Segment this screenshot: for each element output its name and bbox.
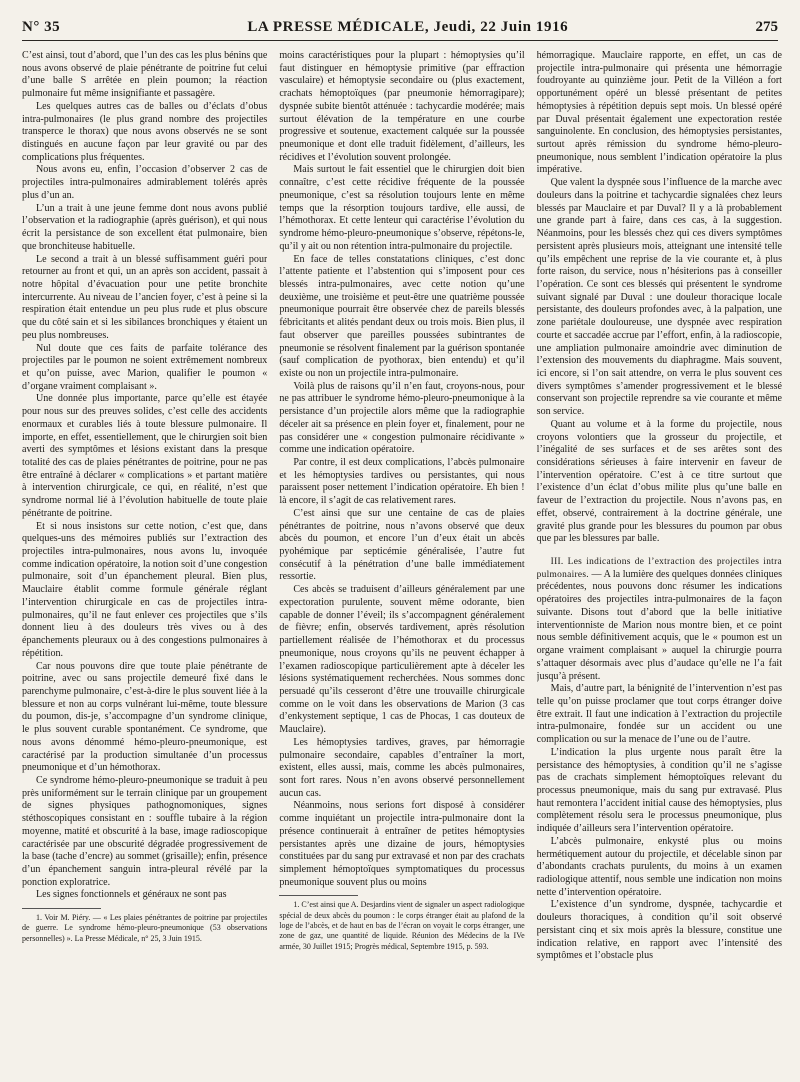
footnote: 1. Voir M. Piéry. — « Les plaies pénétrantes de poitrine par projectiles de guerre. Le syndrome hémo-pleuro-pneumonique (53 observations personnelles) ». La Presse Médicale, n° 25, 3 Juin 1915.	[22, 913, 268, 943]
section-spacer	[537, 546, 782, 556]
paragraph: Une donnée plus importante, parce qu’elle est étayée pour nous sur des preuves solides, c’est celle des accidents enormaux et curables liés à toute blessure pulmonaire. Il importe, en effet, essentiellement, que le chirurgien soit bien averti des symptômes et lésions existant dans la presque totalité des cas de plaies pénétrantes de poitrine, pour ne pas être entraîné à déclarer « complications » et partant matière à intervention chirurgicale, ce qui, en réalité, n’est que syndrome normal lié à l’évolution habituelle de toute plaie pénétrante de poitrine.	[22, 393, 268, 519]
paragraph: Ce syndrome hémo-pleuro-pneumonique se traduit à peu près uniformément sur le terrain clinique par un groupement de signes physiques pathognomoniques, signes stéthoscopiques consistant en : souffle tubaire à la région moyenne, matité et obscurité à la base, image radioscopique caractérisée par une obscurité dégradée progressivement de la base (tache d’encre) au sommet (grisaille); enfin, présence d’un épanchement sanguin intra-pleural révélé par la ponction exploratrice.	[22, 774, 268, 888]
paragraph: Et si nous insistons sur cette notion, c’est que, dans quelques-uns des mémoires publiés sur l’extraction des projectiles intra-pulmonaires, nous avons lu, invoquée comme indication opératoire, la notion soit d’une congestion pulmonaire, soit d’un épanchement pleural. Bien plus, Mauclaire établit comme formule générale réglant l’intervention chirurgicale en cas de projectiles intra-pulmonaires, qu’il ne faut enlever ces projectiles que s’ils donnent lieu à des douleurs très vives ou à des épanchements pleuraux ou à des congestions pulmonaires à répétition.	[22, 520, 268, 659]
paragraph: Ces abcès se traduisent d’ailleurs généralement par une expectoration purulente, souvent même odorante, bien capable de donner l’éveil; ils s’accompagnent généralement de fièvre; enfin, observés tardivement, après résolution partiellement réalisée de l’hémothorax et du processus pneumonique, nous croyons qu’ils ne peuvent échapper à l’examen radioscopique particulièrement apte à déceler les lésions systématiquement recherchées. Nous sommes donc persuadé qu’ils cesseront d’être une trouvaille chirurgicale comme on le voit dans les observations de Marion (3 cas d’enkystement septique, 1 cas de Phocas, 1 cas douteux de Mauclaire).	[279, 584, 525, 736]
paragraph: Néanmoins, nous serions fort disposé à considérer comme inquiétant un projectile intra-pulmonaire dont la présence continuerait à entraîner de petites hémoptysies persistantes après une dizaine de jours, hémoptysies constituées par du sang pur extravasé et non par des crachats simplement hémoptoïques symptomatiques du processus pneumonique souvent plus ou moins	[279, 800, 525, 888]
paragraph: Que valent la dyspnée sous l’influence de la marche avec douleurs dans la poitrine et tachycardie signalées chez leurs blessés par Mauclaire et par Duval? Il y a là probablement une grande part à faire, dans ces cas, à la suggestion. Néanmoins, pour les blessés chez qui ces divers symptômes persistent après plusieurs mois, atteignant une intensité telle qu’ils empêchent une reprise de la vie courante et, à plus forte raison, du service, nous n’hésiterions pas à conseiller l’opération. Ce sont ces blessés qui présentent le syndrome suivant signalé par Duval : une douleur thoracique locale persistante, des douleurs profondes avec, à la palpation, une zone pariétale douloureuse, une dyspnée avec respiration courte et saccadée accrue par l’effort, enfin, à la radioscopie, une ampliation pulmonaire amoindrie avec diminution de l’extension des mouvements du diaphragme. Mais souvent, ici encore, si l’on sait attendre, on verra le plus souvent ces divers symptômes s’amender progressivement et le blessé conservant son projectile reprendre sa vie courante et même son service.	[536, 177, 782, 418]
footnote: 1. C’est ainsi que A. Desjardins vient de signaler un aspect radiologique spécial de deux abcès du poumon : le corps étranger était au plafond de la loge de l’abcès, et de haut en bas de l’écran on voyait le corps étranger, une zone de gaz, une quantité de liquide. Réunion des Médecins de la IVe armée, 30 Juillet 1915; Progrès médical, Septembre 1915, p. 593.	[279, 900, 525, 951]
paragraph: Quant au volume et à la forme du projectile, nous croyons volontiers que la grosseur du projectile, et l’inégalité de ses surfaces et de ses arêtes sont des considérations sérieuses à faire intervenir en faveur de l’intervention opératoire. C’est à ce titre surtout que l’existence d’un éclat d’obus milite plus qu’une balle en faveur de l’extraction du projectile. Nous n’avons pas, en effet, observé, contrairement à la doctrine générale, une gravité plus grande pour les blessures du poumon par obus que par les blessures par balle.	[536, 418, 782, 545]
issue-number: N° 35	[22, 18, 61, 35]
footnote-divider	[279, 895, 358, 896]
section-paragraph	[537, 556, 782, 683]
page-header	[22, 14, 778, 41]
paragraph: Les signes fonctionnels et généraux ne sont pas	[36, 889, 227, 901]
paragraph: Voilà plus de raisons qu’il n’en faut, croyons-nous, pour ne pas attribuer le syndrome hémo-pleuro-pneumonique à la persistance d’un projectile alors même que la radiographie déceler ait sa présence en plein foyer et, finalement, pour ne pas considérer une « congestion pulmonaire récidivante » comme une indication opératoire.	[279, 380, 525, 456]
article-columns	[22, 50, 782, 1076]
paragraph: Mais, d’autre part, la bénignité de l’intervention n’est pas telle qu’on puisse proclamer que tout corps étranger doive être extrait. Il faut une indication à l’extraction du projectile intra-pulmonaire, fondée sur un accident ou une complication ou sur la menace de l’une ou de l’autre.	[536, 683, 782, 746]
paragraph: Les hémoptysies tardives, graves, par hémorragie pulmonaire secondaire, capables d’entraîner la mort, existent, elles aussi, mais, comme les abcès pulmonaires, sont fort rares. Nous n’en avons observé personnellement aucun cas.	[279, 736, 525, 799]
column-1	[22, 50, 267, 1076]
section-heading: III. Les indications de l’extraction des projectiles intra pulmonaires.	[536, 557, 782, 580]
footnote-divider	[22, 908, 101, 909]
paragraph: Le second a trait à un blessé suffisamment guéri pour retourner au front et qui, un an après son accident, passait à notre hôpital d’évacuation pour une petite bronchite intercurrente. Au niveau de l’ancien foyer, c’est à peine si la respiration était entendue un peu plus rude et plus obscure que du côté sain et si les sibilances bronchiques y étaient un peu plus nombreuses.	[22, 253, 268, 341]
paragraph: En face de telles constatations cliniques, c’est donc l’attente patiente et l’abstention qui s’imposent pour ces blessés intra-pulmonaires, avec cette notion qu’une deuxième, une troisième et peut-être une quatrième poussée pneumonique pourrait être observée chez de pareils blessés fébricitants et alités pendant deux ou trois mois. Bien plus, il faut observer que pareilles poussées subintrantes de pneumonie se résolvent finalement par la guérison spontanée (sauf complication de pyothorax, bien entendu) et qu’il existe ou non un projectile intra-pulmonaire.	[279, 253, 525, 379]
paragraph: C’est ainsi, tout d’abord, que l’un des cas les plus bénins que nous avons observé de plaie pénétrante de poitrine fut celui d’une balle S arrêtée en plein poumon; la réaction pulmonaire fut même insignifiante et passagère.	[22, 50, 268, 100]
paragraph: C’est ainsi que sur une centaine de cas de plaies pénétrantes de poitrine, nous n’avons observé que deux abcès du poumon, et encore l’un d’eux était un abcès pyohémique par septicémie généralisée, l’autre fut consécutif à la pénétration d’une balle immédiatement ressortie.	[279, 507, 525, 583]
section-text: — A la lumière des quelques données cliniques précédentes, nous pouvons donc résumer les indications opératoires des projectiles intra-pulmonaires de la façon suivante. Disons tout d’abord que la belle initiative interventionniste de Marion nous montre bien, et ce point nous semble définitivement acquis, que le « poumon est un organe vraiment complaisant » auquel la chirurgie pourra s’attaquer désormais avec plus d’audace qu’elle ne l’a fait jusqu’à présent.	[536, 568, 782, 682]
paragraph: L’un a trait à une jeune femme dont nous avons publié l’observation et la radiographie (après guérison), et qui nous écrit la persistance de son excellent état pulmonaire, bien que bronchiteuse habituelle.	[22, 202, 268, 252]
journal-title: LA PRESSE MÉDICALE, Jeudi, 22 Juin 1916	[247, 18, 569, 35]
paragraph: Car nous pouvons dire que toute plaie pénétrante de poitrine, avec ou sans projectile demeuré fixé dans le parenchyme pulmonaire, c’est-à-dire le plus souvent liée à la blessure et non au corps vulnérant lui-même, toute blessure du poumon, dis-je, s’accompagne d’un syndrome clinique, le plus souvent curable spontanément. Ce syndrome, que nous avons dénommé hémo-pleuro-pneumonique, est caractérisé par la production simultanée d’un processus pneumonique et d’un hémothorax.	[22, 660, 268, 774]
paragraph: L’indication la plus urgente nous paraît être la persistance des hémoptysies, à condition qu’il ne s’agisse pas de crachats simplement hémoptoïques relevant du processus pneumonique, mais du sang pur extravasé. Plus haut remontera l’accident initial cause des hémoptysies, plus complètement résolu sera le processus pneumonique, plus indiquée d’ailleurs sera l’intervention opératoire.	[536, 746, 782, 835]
paragraph: Nul doute que ces faits de parfaite tolérance des projectiles par le poumon ne soient extrêmement nombreux et qu’on puisse, avec Marion, qualifier le poumon « d’organe vraiment complaisant ».	[22, 342, 268, 392]
column-3	[537, 50, 782, 1076]
paragraph: Nous avons eu, enfin, l’occasion d’observer 2 cas de projectiles intra-pulmonaires admirablement tolérés après plus d’un an.	[22, 164, 268, 201]
paragraph: Les quelques autres cas de balles ou d’éclats d’obus intra-pulmonaires (le plus grand nombre des projectiles transperce le thorax) que nous avons observés ne se sont distingués en aucune façon par leur gravité ou par des complications plus fréquentes.	[22, 100, 268, 163]
paragraph: Par contre, il est deux complications, l’abcès pulmonaire et les hémoptysies tardives ou persistantes, qui nous paraissent poser nettement l’indication opératoire. Eh bien ! là encore, il s’agit de cas relativement rares.	[279, 457, 525, 507]
column-2	[279, 50, 524, 1076]
paragraph: L’existence d’un syndrome, dyspnée, tachycardie et douleurs thoraciques, à condition qu’il soit observé persistant cinq et six mois après la blessure, constitue une indication relative, en rapport avec l’intensité des symptômes et l’obstacle plus	[536, 899, 782, 962]
paragraph: hémorragique. Mauclaire rapporte, en effet, un cas de projectile intra-pulmonaire qui présenta une hémorragie foudroyante au quinzième jour. Petit de la Villéon a fort opportunément opéré un blessé présentant de petites hémoptysies à répétition depuis sept mois. Un blessé opéré par Duval présentait également une expectoration restée sanguinolente. En conclusion, des hémoptysies persistantes, surtout après rémission du syndrome hémo-pleuro-pneumonique, nous semblent l’indication opératoire la plus impérative.	[536, 50, 782, 176]
paragraph: L’abcès pulmonaire, enkysté plus ou moins hermétiquement autour du projectile, et décelable sinon par d’abondants crachats purulents, du moins à un examen radiologique attentif, nous semble une indication non moins nette d’intervention opératoire.	[536, 835, 782, 898]
page-number: 275	[755, 18, 778, 35]
paragraph: Mais surtout le fait essentiel que le chirurgien doit bien connaître, c’est cette récidive fréquente de la poussée pneumonique, c’est sa résolution toujours lente en même temps que la résorption toujours tardive, elle aussi, de l’hémothorax. Et cette lenteur qui caractérise l’évolution du syndrome hémo-pleuro-pneumonique s’observe, répétons-le, qu’il y ait ou non rétention intra-pulmonaire du projectile.	[279, 164, 525, 252]
paragraph: moins caractéristiques pour la plupart : hémoptysies qu’il faut distinguer en hémoptysie primitive (par effraction vasculaire) et hémoptysie secondaire ou (plus exactement, crachats hémoptoïques (par pneumonie hémorragipare); dyspnée subite bientôt atténuée : tachycardie modérée; mais surtout élévation de la température en une courbe progressive et soutenue, exactement calquée sur la poussée pneumonique et dont elle traduit fidèlement, d’ailleurs, les récidives et l’évolution souvent prolongée.	[279, 50, 525, 163]
